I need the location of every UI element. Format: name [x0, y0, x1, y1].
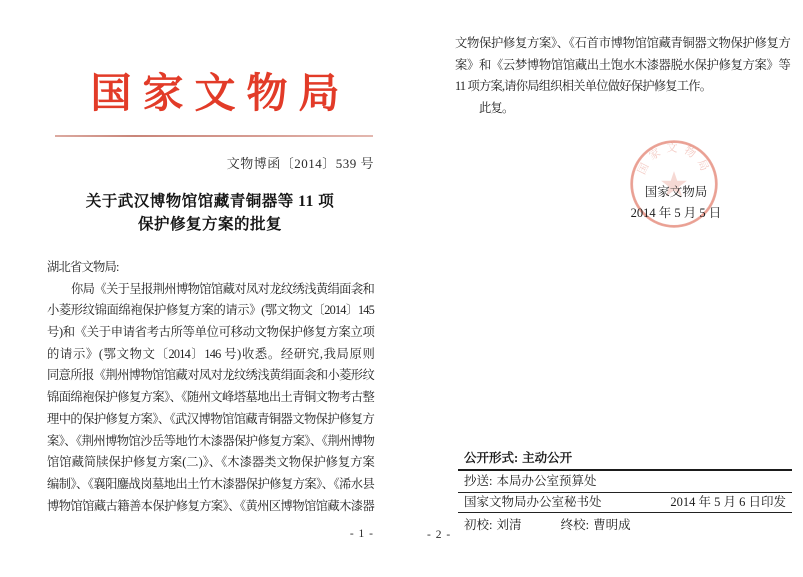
document-footer-table	[458, 450, 792, 533]
cc-label: 抄送:	[464, 474, 493, 488]
body-text-line: 的请示》(鄂文物文〔2014〕146 号)收悉。经研究,我局原则	[47, 346, 374, 361]
letterhead-divider-line	[55, 135, 373, 137]
signature-date: 2014 年 5 月 5 日	[630, 206, 722, 220]
document-title-line-1: 关于武汉博物馆馆藏青铜器等 11 项	[85, 193, 335, 210]
body-text-line: 编制》、《襄阳鏖战岗墓地出土竹木漆器保护修复方案》、《浠水县	[47, 476, 374, 491]
publicity-value: 主动公开	[522, 451, 573, 465]
issuer-row	[458, 493, 792, 513]
first-proof-name: 刘清	[496, 518, 522, 532]
body-text-line: 同意所报《荆州博物馆馆藏对凤对龙纹绣浅黄绢面衾和小菱形纹	[47, 368, 374, 383]
publicity-row	[458, 450, 792, 471]
final-proof-name: 曹明成	[593, 518, 631, 532]
page2-body-text	[455, 33, 790, 120]
body-text-line: 小菱形纹锦面绵袍保护修复方案的请示》(鄂文物文〔2014〕145	[47, 303, 374, 318]
page1-number: - 1 -	[349, 528, 374, 540]
body-text-line: 馆馆藏简牍保护修复方案(二)》、《木漆器类文物保护修复方案	[47, 455, 374, 470]
document-title-line-2: 保护修复方案的批复	[137, 216, 282, 233]
body-text-line: 你局《关于呈报荆州博物馆馆藏对凤对龙纹绣浅黄绢面衾和	[71, 281, 374, 296]
print-date: 2014 年 5 月 6 日印发	[670, 495, 786, 509]
body-text-line: 博物馆馆藏古籍善本保护修复方案》、《黄州区博物馆馆藏木漆器	[47, 498, 374, 513]
publicity-label: 公开形式:	[464, 451, 519, 465]
body-text-line: 锦面绵袍保护修复方案》、《随州文峰塔墓地出土青铜文物考古整	[47, 390, 374, 405]
body-text-line: 湖北省文物局:	[47, 260, 119, 274]
page2-number: - 2 -	[427, 529, 452, 541]
document-reference-number: 文物博函〔2014〕539 号	[226, 156, 374, 171]
body-text-line: 此复。	[479, 101, 514, 116]
first-proof-label: 初校:	[464, 518, 493, 532]
signature-org: 国家文物局	[644, 185, 708, 199]
page1-body-text	[47, 257, 374, 517]
cc-row	[458, 471, 792, 493]
body-text-line: 文物保护修复方案》、《石首市博物馆馆藏青铜器文物保护修复方	[455, 36, 790, 50]
document-title	[40, 190, 380, 236]
seal-arc-text: 国家文物局	[635, 142, 713, 178]
body-text-line: 号)和《关于申请省考古所等单位可移动文物保护修复方案立项	[47, 325, 374, 340]
signature-block	[626, 182, 726, 224]
final-proof-label: 终校:	[560, 518, 590, 532]
body-text-line: 理中的保护修复方案》、《武汉博物馆馆藏青铜器文物保护修复方	[47, 411, 374, 426]
body-text-line: 案》和《云梦博物馆馆藏出土饱水木漆器脱水保护修复方案》等	[455, 57, 790, 72]
letterhead-org-name: 国家文物局	[90, 70, 351, 116]
body-text-line: 11 项方案,请你局组织相关单位做好保护修复工作。	[455, 79, 712, 94]
proofreader-row	[458, 513, 792, 533]
body-text-line: 案》、《荆州博物馆沙岳等地竹木漆器保护修复方案》、《荆州博物	[47, 433, 374, 448]
issuer-office: 国家文物局办公室秘书处	[464, 495, 602, 509]
cc-value: 本局办公室预算处	[496, 474, 597, 488]
